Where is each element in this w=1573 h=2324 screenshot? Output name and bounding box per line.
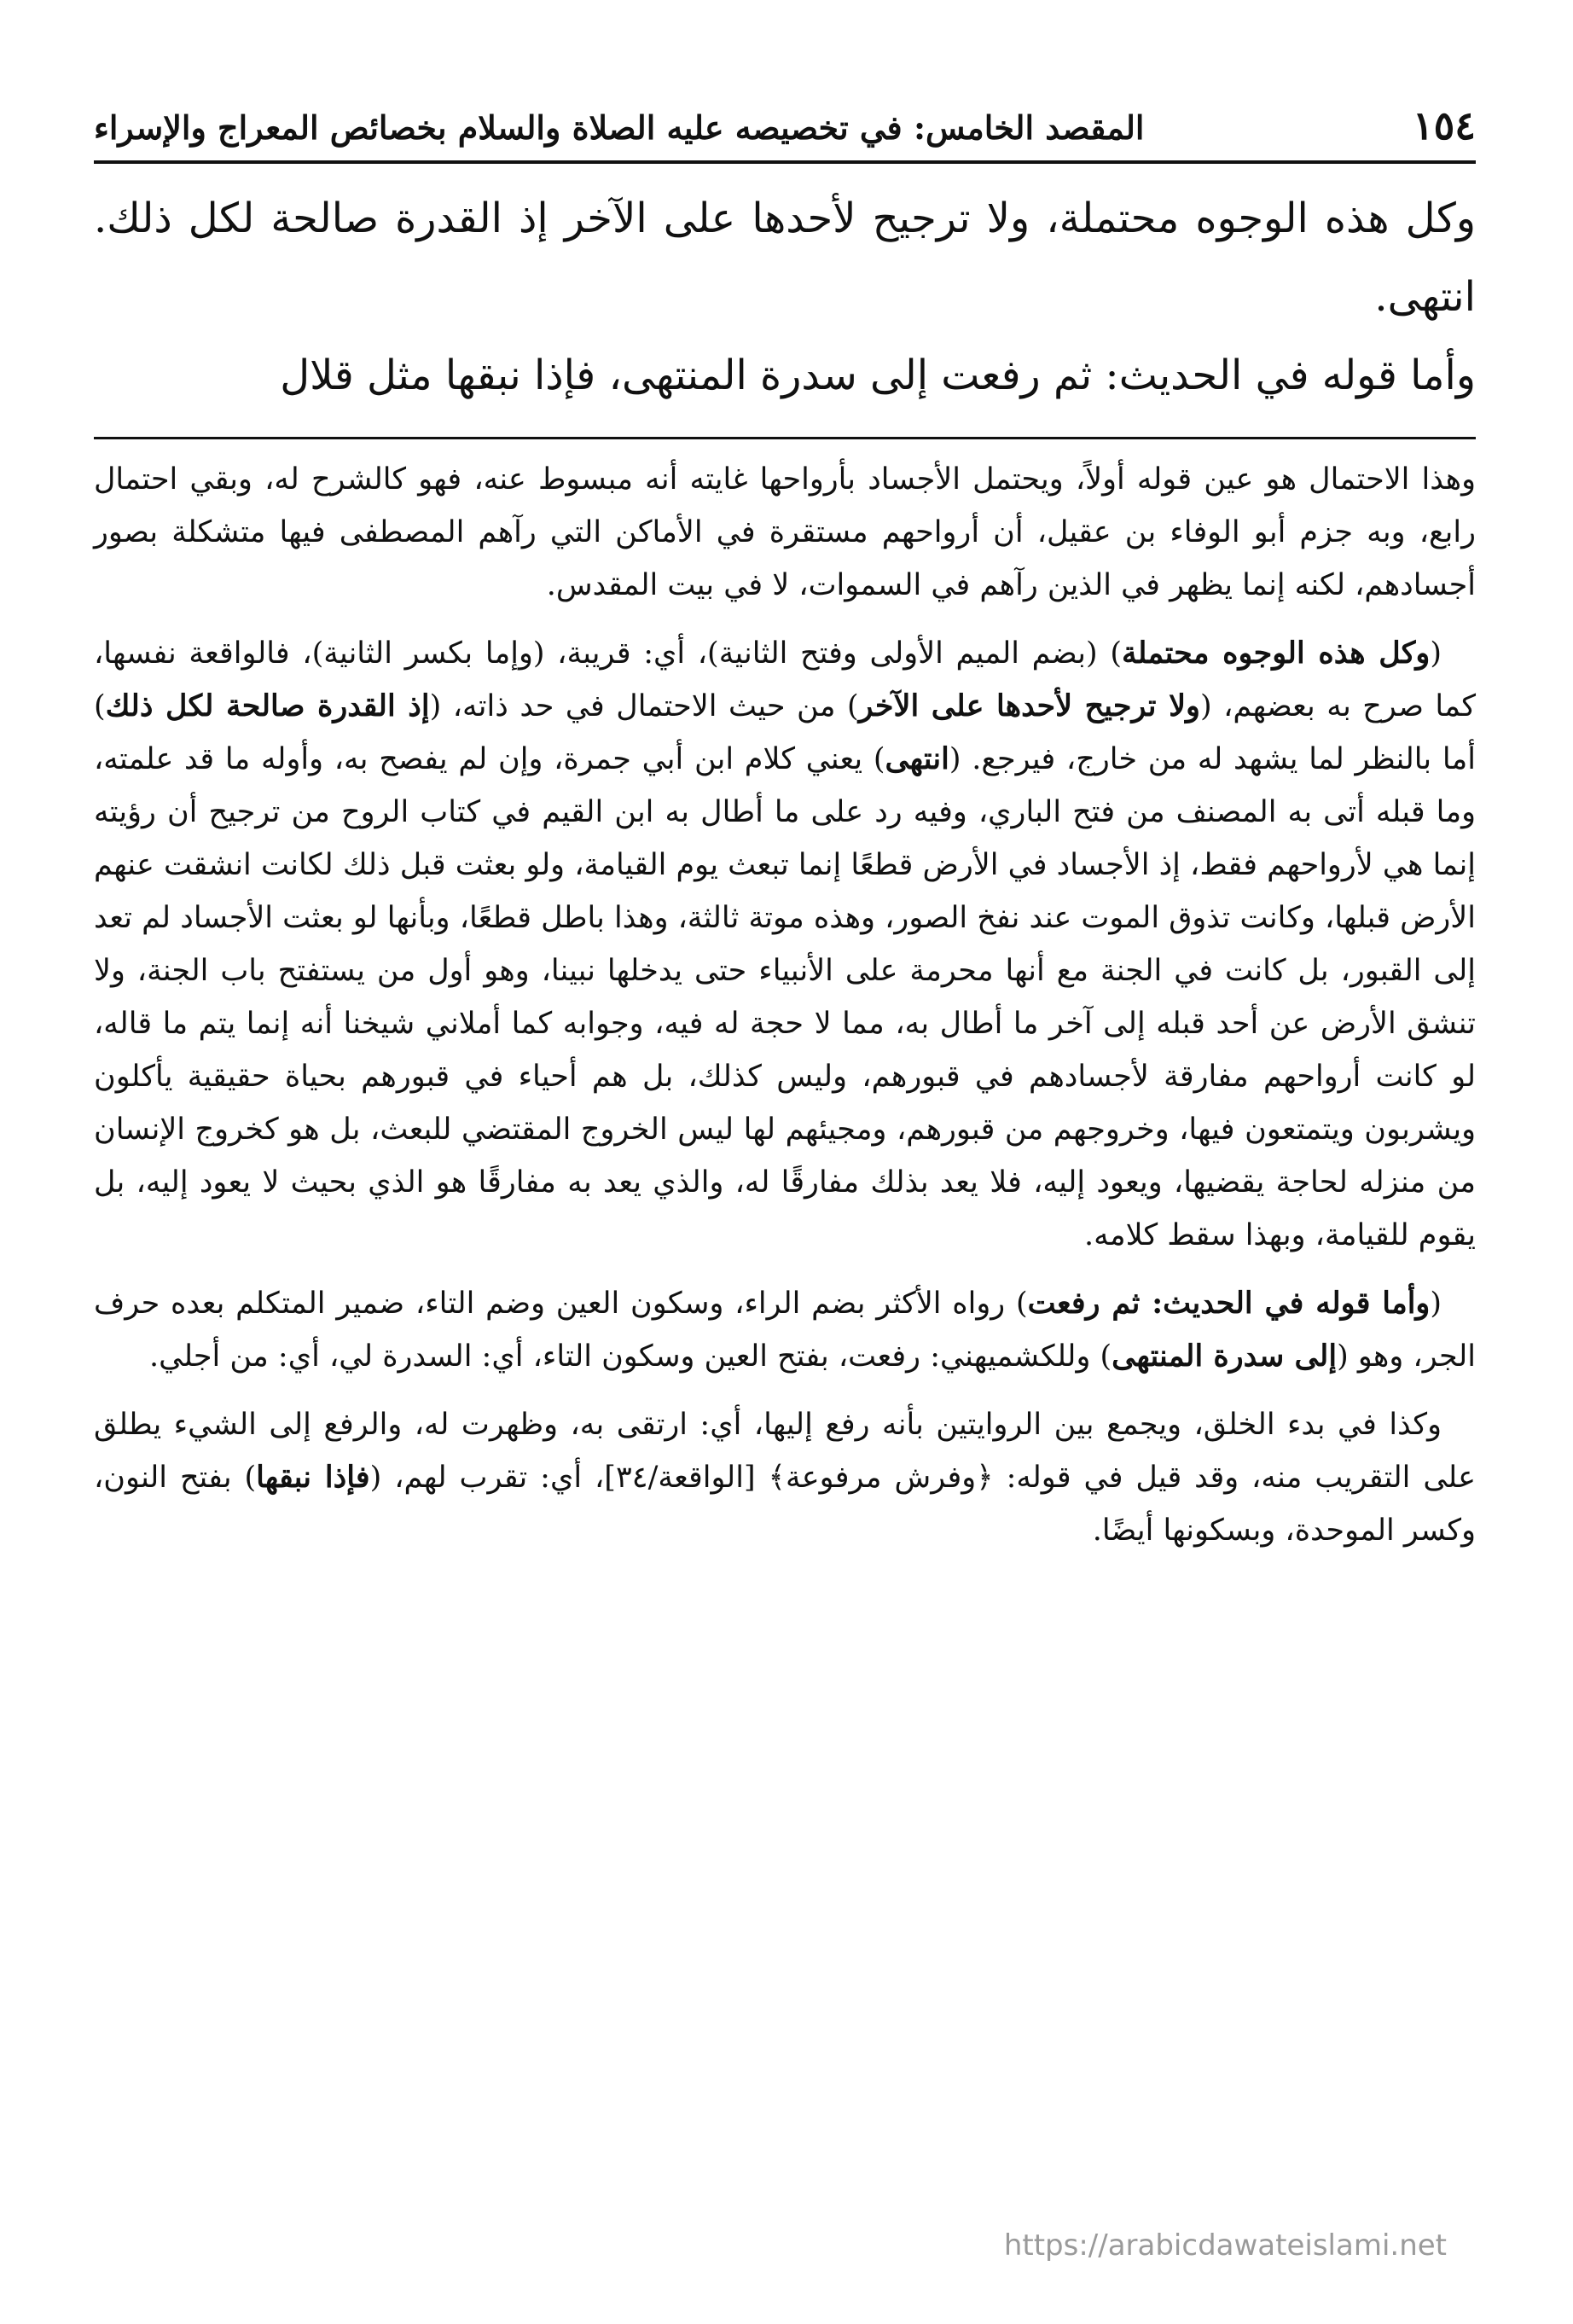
book-page <box>94 102 1476 1572</box>
commentary <box>94 453 1476 1557</box>
main-text-paragraph-2: وأما قوله في الحديث: ثم رفعت إلى سدرة المنتهى، فإذا نبقها مثل قلال <box>280 352 1476 399</box>
commentary-text: ) رواه الأكثر بضم الراء، وسكون العين وضم التاء، ضمير المتكلم بعده حرف الجر، وهو ( <box>94 1287 1476 1374</box>
quoted-phrase: وأما قوله في الحديث: ثم رفعت <box>1027 1286 1431 1321</box>
main-text <box>94 179 1476 415</box>
commentary-text: ) (بضم الميم الأولى وفتح الثانية)، أي: قريبة، (وإما بكسر الثانية)، فالواقعة نفسها، كما صرح به بعضهم، ( <box>94 636 1476 723</box>
commentary-text: ) يعني كلام ابن أبي جمرة، وإن لم يفصح به، وأوله ما قد علمته، وما قبله أتى به المصنف من فتح الباري، وفيه رد على ما أطال به ابن القيم في كتاب الروح من ترجيح أن رؤيته إنما هي لأرواحهم فقط، إذ الأجساد في الأرض قطعًا إنما تبعث يوم القيامة، ولو بعثت قبل ذلك لكانت انشقت عنهم الأرض قبلها، وكانت تذوق الموت عند نفخ الصور، وهذه موتة ثالثة، وهذا باطل قطعًا، وبأنها لو بعثت الأجساد لم تعد إلى القبور، بل كانت في الجنة مع أنها محرمة على الأنبياء حتى يدخلها نبينا، وهو أول من يستفتح باب الجنة، ولا تنشق الأرض عن أحد قبله إلى آخر ما أطال به، مما لا حجة له فيه، وجوابه كما أملاني شيخنا أنه إنما يتم ما قاله، لو كانت أرواحهم مفارقة لأجسادهم في قبورهم، وليس كذلك، بل هم أحياء في قبورهم بحياة حقيقية يأكلون ويشربون ويتمتعون فيها، وخروجهم من قبورهم، ومجيئهم لها ليس الخروج المقتضي للبعث، بل هو كخروج الإنسان من منزله لحاجة يقضيها، ويعود إليه، فلا يعد بذلك مفارقًا له، والذي يعد به مفارقًا هو الذي بحيث لا يعود إليه، بل يقوم للقيامة، وبهذا سقط كلامه. <box>94 742 1476 1252</box>
commentary-paragraph-3 <box>94 1277 1476 1383</box>
main-text-paragraph-1: وكل هذه الوجوه محتملة، ولا ترجيح لأحدها على الآخر إذ القدرة صالحة لكل ذلك. انتهى. <box>94 195 1476 321</box>
commentary-text: ( <box>1430 1287 1442 1321</box>
commentary-text: ) بفتح النون، وكسر الموحدة، وبسكونها أيضًا. <box>94 1461 1476 1548</box>
quoted-phrase: وكل هذه الوجوه محتملة <box>1121 636 1431 671</box>
quoted-phrase: انتهى <box>885 741 949 776</box>
commentary-text: ) وللكشميهني: رفعت، بفتح العين وسكون التاء، أي: السدرة لي، أي: من أجلي. <box>149 1339 1112 1374</box>
commentary-text: ) أما بالنظر لما يشهد له من خارج، فيرجع. ( <box>94 689 1476 776</box>
quoted-phrase: فإذا نبقها <box>256 1460 370 1495</box>
commentary-text: ) من حيث الاحتمال في حد ذاته، ( <box>429 689 859 723</box>
quoted-phrase: ولا ترجيح لأحدها على الآخر <box>858 688 1200 723</box>
watermark-url: https://arabicdawateislami.net <box>1003 2228 1447 2263</box>
commentary-paragraph-4 <box>94 1398 1476 1557</box>
running-header <box>94 102 1476 164</box>
commentary-text: وكذا في بدء الخلق، ويجمع بين الروايتين بأنه رفع إليها، أي: ارتقى به، وظهرت له، والرفع إلى الشيء يطلق على التقريب منه، وقد قيل في قوله: ﴿وفرش مرفوعة﴾ [الواقعة/٣٤]، أي: تقرب لهم، ( <box>94 1408 1476 1495</box>
header-title: المقصد الخامس: في تخصيصه عليه الصلاة والسلام بخصائص المعراج والإسراء <box>94 108 1145 147</box>
page-number: ١٥٤ <box>1412 102 1476 148</box>
quoted-phrase: إذ القدرة صالحة لكل ذلك <box>105 688 430 723</box>
commentary-divider <box>94 437 1476 439</box>
quoted-phrase: إلى سدرة المنتهى <box>1112 1339 1338 1374</box>
commentary-paragraph-1: وهذا الاحتمال هو عين قوله أولاً، ويحتمل الأجساد بأرواحها غايته أنه مبسوط عنه، فهو كالشرح له، وبقي احتمال رابع، وبه جزم أبو الوفاء بن عقيل، أن أرواحهم مستقرة في الأماكن التي رآهم المصطفى فيها متشكلة بصور أجسادهم، لكنه إنما يظهر في الذين رآهم في السموات، لا في بيت المقدس. <box>94 462 1476 602</box>
commentary-paragraph-2 <box>94 627 1476 1262</box>
commentary-text: ( <box>1430 636 1442 671</box>
